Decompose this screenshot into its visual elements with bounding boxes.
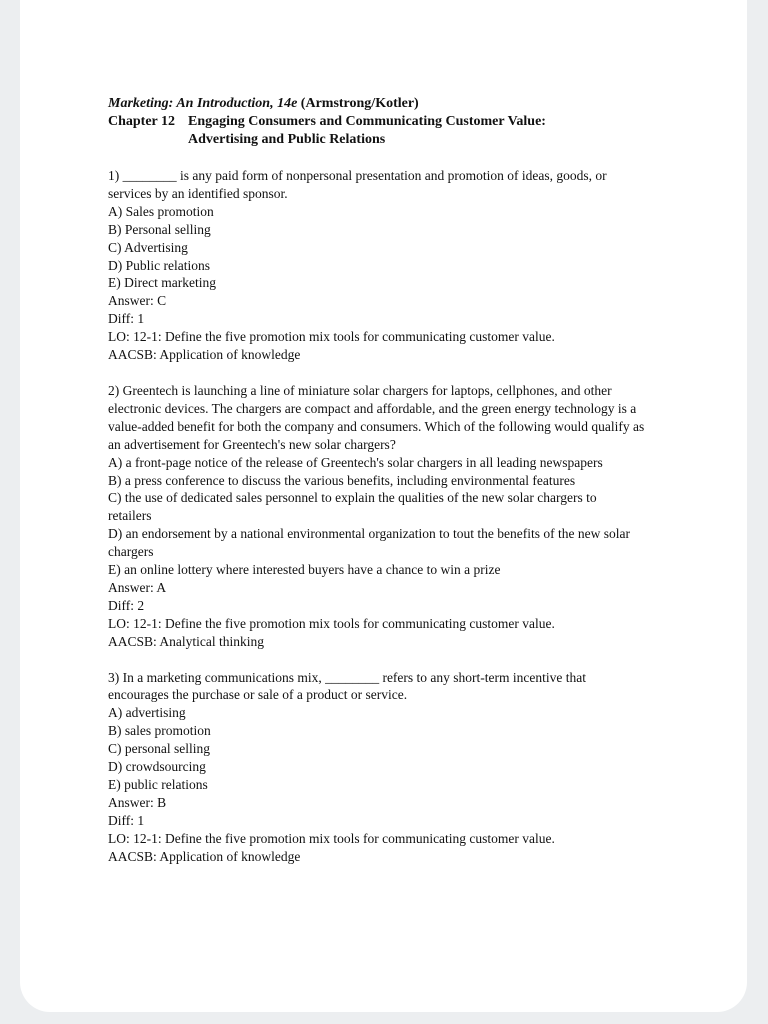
document-page (20, 0, 747, 1012)
chapter-title-line1: Engaging Consumers and Communicating Customer Value: (188, 114, 546, 129)
chapter-title-line2: Advertising and Public Relations (188, 132, 386, 147)
answer-option: D) an endorsement by a national environmental organization to tout the benefits of the new solar chargers (108, 526, 630, 560)
answer-key: Answer: A (108, 579, 167, 595)
answer-option: B) Personal selling (108, 221, 211, 237)
answer-option: E) Direct marketing (108, 275, 216, 291)
book-authors: (Armstrong/Kotler) (300, 96, 419, 111)
question-stem: 3) In a marketing communications mix, ________ refers to any short-term incentive that encourages the purchase or sale of a product or service. (108, 669, 586, 703)
answer-option: B) sales promotion (108, 723, 211, 739)
aacsb-tag: AACSB: Application of knowledge (108, 347, 301, 363)
chapter-heading (108, 113, 688, 131)
answer-key: Answer: B (108, 794, 167, 810)
question-2 (108, 382, 688, 651)
document-content (108, 95, 688, 866)
difficulty: Diff: 2 (108, 597, 145, 613)
answer-option: E) an online lottery where interested buyers have a chance to win a prize (108, 562, 501, 578)
chapter-number: Chapter 12 (108, 114, 176, 129)
answer-option: D) crowdsourcing (108, 759, 206, 775)
question-stem: 2) Greentech is launching a line of miniature solar chargers for laptops, cellphones, and other electronic devices. The chargers are compact and affordable, and the green energy technology is a value-added benefit for both the company and consumers. Which of the following would qualify as an advertisement for Greentech's new solar chargers? (108, 382, 645, 452)
difficulty: Diff: 1 (108, 311, 145, 327)
answer-option: A) a front-page notice of the release of Greentech's solar chargers in all leading newspapers (108, 454, 603, 470)
answer-key: Answer: C (108, 293, 167, 309)
answer-option: C) personal selling (108, 741, 210, 757)
learning-objective: LO: 12-1: Define the five promotion mix tools for communicating customer value. (108, 615, 555, 631)
difficulty: Diff: 1 (108, 812, 145, 828)
answer-option: B) a press conference to discuss the various benefits, including environmental features (108, 472, 576, 488)
learning-objective: LO: 12-1: Define the five promotion mix tools for communicating customer value. (108, 830, 555, 846)
question-3 (108, 669, 688, 866)
question-stem: 1) ________ is any paid form of nonpersonal presentation and promotion of ideas, goods, or services by an identified sponsor. (108, 168, 607, 201)
answer-option: C) Advertising (108, 239, 188, 255)
answer-option: E) public relations (108, 777, 208, 792)
answer-option: A) advertising (108, 705, 186, 721)
answer-option: D) Public relations (108, 257, 210, 273)
learning-objective: LO: 12-1: Define the five promotion mix tools for communicating customer value. (108, 329, 555, 345)
book-title-line (108, 95, 688, 113)
book-title: Marketing: An Introduction, 14e (108, 96, 298, 111)
question-1 (108, 167, 688, 364)
answer-option: C) the use of dedicated sales personnel to explain the qualities of the new solar chargers to retailers (108, 490, 597, 524)
answer-option: A) Sales promotion (108, 203, 214, 219)
aacsb-tag: AACSB: Application of knowledge (108, 848, 301, 864)
aacsb-tag: AACSB: Analytical thinking (108, 633, 265, 649)
